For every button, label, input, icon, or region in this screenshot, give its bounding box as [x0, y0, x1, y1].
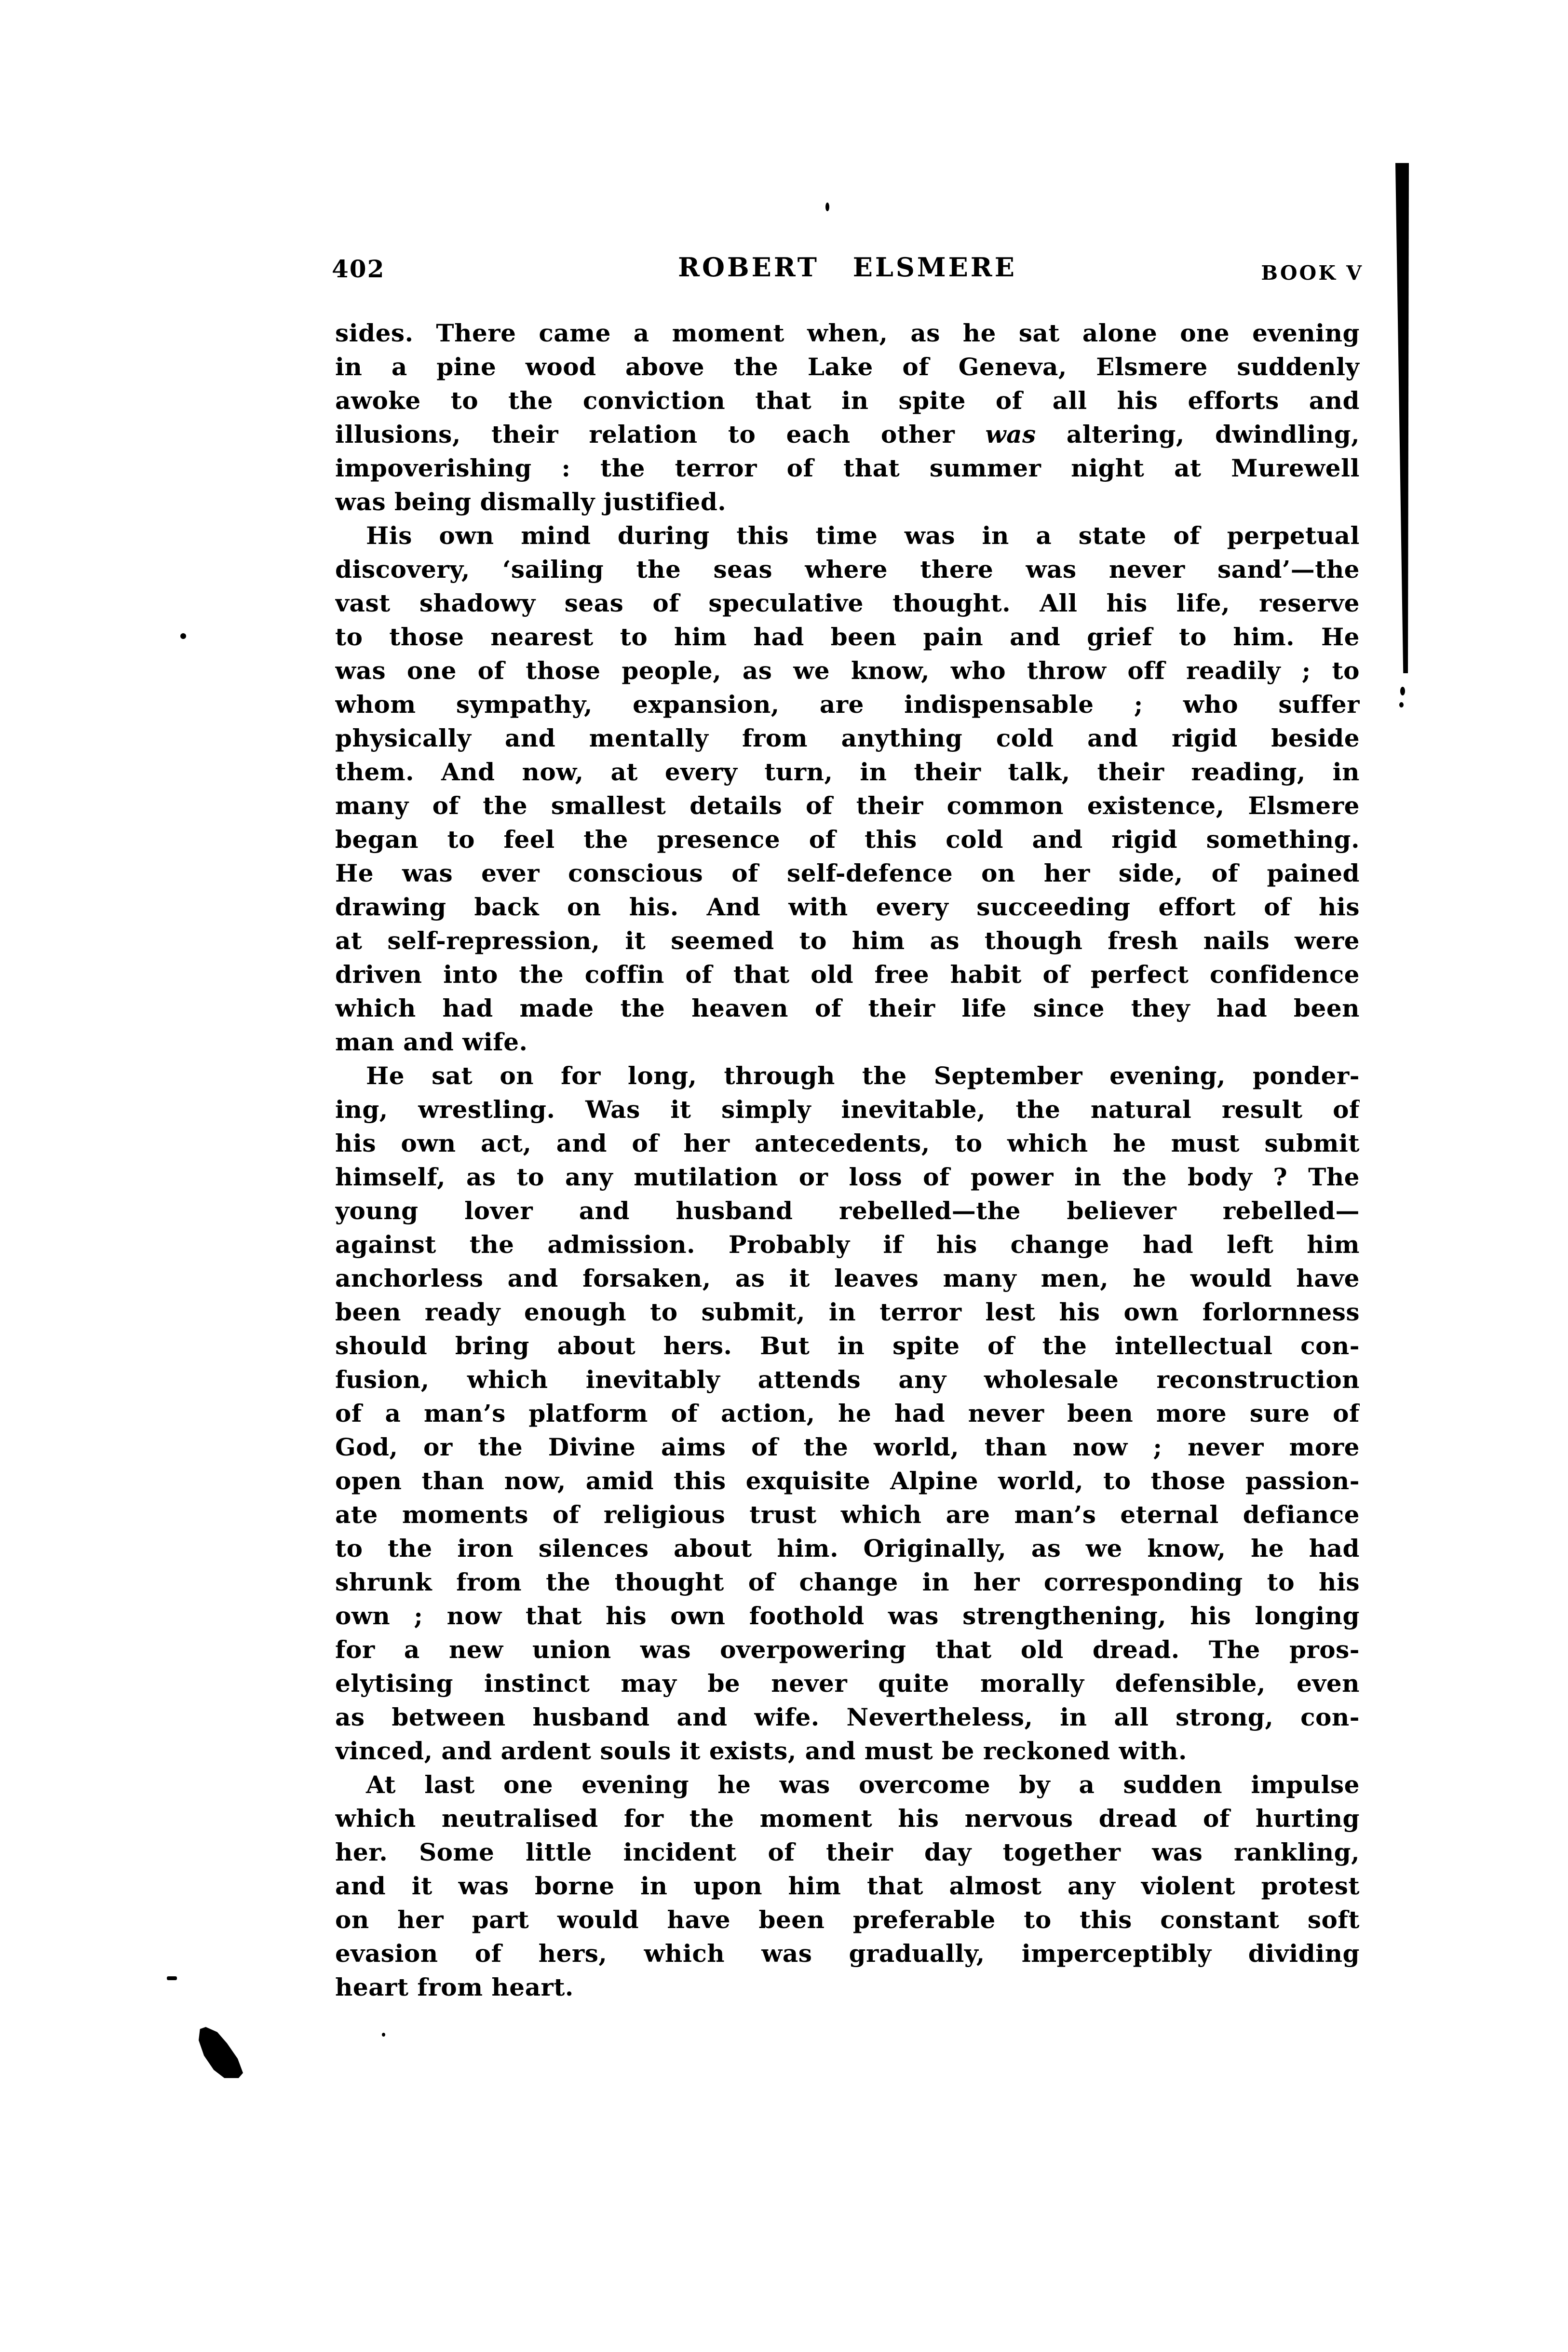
margin-dash: [167, 1976, 177, 1980]
text-line: fusion, which inevitably attends any wholesale reconstruction: [335, 1365, 1360, 1394]
text-line: heart from heart.: [335, 1973, 574, 2001]
text-line: impoverishing : the terror of that summer night at Murewell: [335, 454, 1360, 482]
text-line: God, or the Divine aims of the world, than now ; never more: [335, 1433, 1360, 1461]
book-label: BOOK V: [1261, 261, 1364, 285]
text-line: physically and mentally from anything cold and rigid beside: [335, 724, 1360, 752]
body-text: [335, 316, 1360, 2004]
header-speck: [825, 203, 829, 211]
text-line: awoke to the conviction that in spite of all his efforts and: [335, 386, 1360, 415]
text-line: vast shadowy seas of speculative thought. All his life, reserve: [335, 589, 1360, 617]
text-line: own ; now that his own foothold was strengthening, his longing: [335, 1602, 1360, 1630]
page-number: 402: [332, 255, 385, 283]
ink-blob: [199, 2027, 243, 2078]
text-line: began to feel the presence of this cold and rigid something.: [335, 825, 1360, 854]
text-line: should bring about hers. But in spite of the intellectual con-: [335, 1332, 1360, 1360]
text-line: himself, as to any mutilation or loss of power in the body ? The: [335, 1163, 1360, 1191]
text-line: At last one evening he was overcome by a sudden impulse: [366, 1770, 1360, 1799]
text-line: for a new union was overpowering that old dread. The pros-: [335, 1635, 1360, 1664]
margin-speck-2: [382, 2033, 385, 2037]
text-line: to those nearest to him had been pain and grief to him. He: [335, 623, 1360, 651]
margin-speck-1: [180, 633, 186, 639]
text-line: anchorless and forsaken, as it leaves many men, he would have: [335, 1264, 1360, 1292]
text-line: against the admission. Probably if his change had left him: [335, 1230, 1360, 1259]
text-line: He was ever conscious of self-defence on her side, of pained: [335, 859, 1360, 887]
text-line: discovery, ‘sailing the seas where there was never sand’—the: [335, 555, 1360, 584]
text-line: as between husband and wife. Nevertheless, in all strong, con-: [335, 1703, 1360, 1731]
text-line: on her part would have been preferable to this constant soft: [335, 1905, 1360, 1934]
text-line: ate moments of religious trust which are man’s eternal defiance: [335, 1500, 1360, 1529]
text-line: was being dismally justified.: [335, 488, 727, 516]
text-line: vinced, and ardent souls it exists, and must be reckoned with.: [335, 1737, 1187, 1765]
text-line: in a pine wood above the Lake of Geneva, Elsmere suddenly: [335, 353, 1360, 381]
text-line: whom sympathy, expansion, are indispensable ; who suffer: [335, 690, 1360, 719]
text-line: drawing back on his. And with every succeeding effort of his: [335, 893, 1360, 921]
text-line: driven into the coffin of that old free habit of perfect confidence: [335, 960, 1360, 989]
text-line: shrunk from the thought of change in her corresponding to his: [335, 1568, 1360, 1596]
edge-bar-dot-2: [1399, 702, 1404, 707]
text-line: at self-repression, it seemed to him as though fresh nails were: [335, 926, 1360, 955]
text-line: been ready enough to submit, in terror lest his own forlornness: [335, 1298, 1360, 1326]
text-line: illusions, their relation to each other was altering, dwindling,: [335, 420, 1360, 449]
text-line: His own mind during this time was in a state of perpetual: [366, 521, 1360, 550]
edge-bar-dot-1: [1400, 687, 1405, 695]
text-line: and it was borne in upon him that almost any violent protest: [335, 1872, 1360, 1900]
text-line: He sat on for long, through the September evening, ponder-: [366, 1061, 1360, 1090]
text-line: evasion of hers, which was gradually, imperceptibly dividing: [335, 1939, 1360, 1968]
text-line: her. Some little incident of their day together was rankling,: [335, 1838, 1360, 1866]
text-line: sides. There came a moment when, as he sat alone one evening: [335, 319, 1360, 347]
text-line: ing, wrestling. Was it simply inevitable, the natural result of: [335, 1095, 1360, 1124]
text-line: elytising instinct may be never quite morally defensible, even: [335, 1669, 1360, 1698]
text-line: them. And now, at every turn, in their talk, their reading, in: [335, 758, 1360, 786]
text-line: young lover and husband rebelled—the believer rebelled—: [335, 1196, 1360, 1225]
text-line: which had made the heaven of their life since they had been: [335, 994, 1360, 1022]
text-line: man and wife.: [335, 1028, 528, 1056]
text-line: was one of those people, as we know, who throw off readily ; to: [335, 656, 1360, 685]
page-edge-bar: [1395, 163, 1409, 673]
text-line: open than now, amid this exquisite Alpine world, to those passion-: [335, 1467, 1360, 1495]
text-line: his own act, and of her antecedents, to which he must submit: [335, 1129, 1360, 1157]
text-line: of a man’s platform of action, he had never been more sure of: [335, 1399, 1360, 1428]
running-title: ROBERT ELSMERE: [678, 252, 1017, 283]
text-line: many of the smallest details of their common existence, Elsmere: [335, 791, 1360, 820]
text-line: which neutralised for the moment his nervous dread of hurting: [335, 1804, 1360, 1833]
text-line: to the iron silences about him. Originally, as we know, he had: [335, 1534, 1360, 1563]
